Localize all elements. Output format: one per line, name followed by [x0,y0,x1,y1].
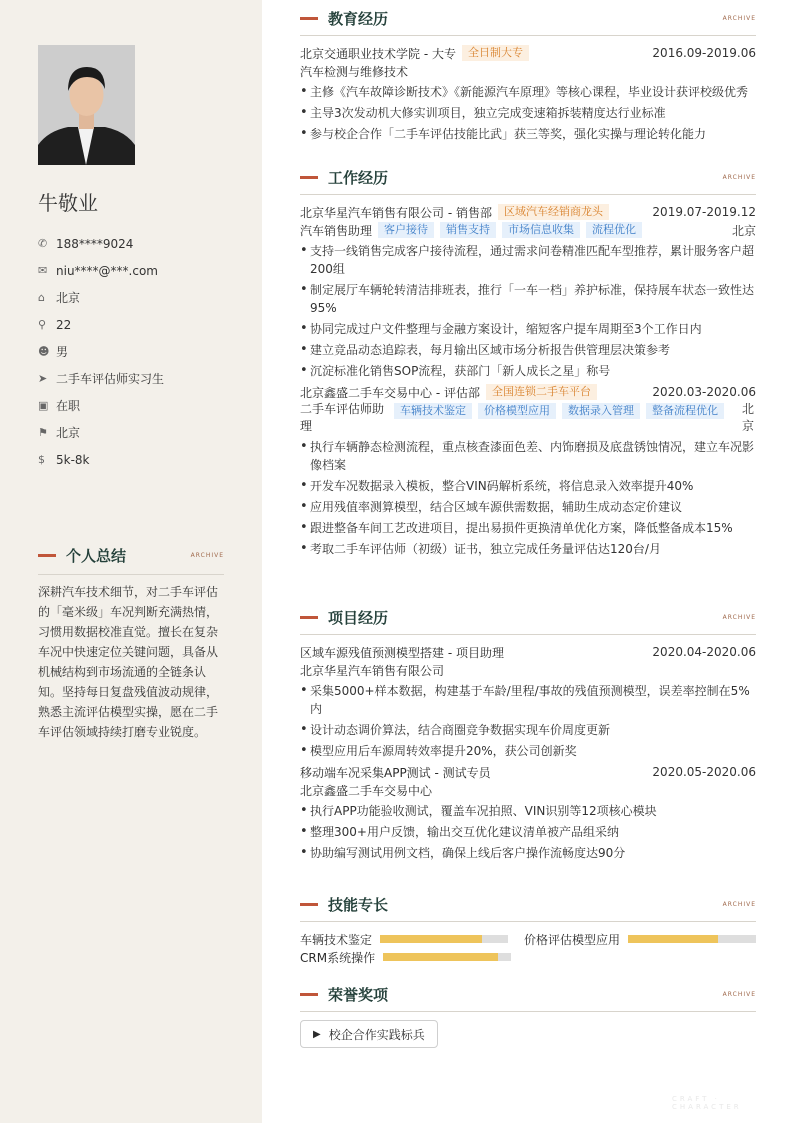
face-icon: ☻ [38,345,50,358]
degree-tag: 全日制大专 [462,45,529,61]
archive-label: ARCHIVE [722,614,756,621]
company-name: 北京鑫盛二手车交易中心 - 评估部 [300,385,480,400]
award-name: 校企合作实践标兵 [328,1027,425,1042]
skill-name: 价格评估模型应用 [524,932,621,947]
list-item: • 建立竞品动态追踪表，每月输出区域市场分析报告供管理层决策参考 [300,341,756,359]
skill-bar [380,935,508,943]
gender-text: 男 [56,345,69,359]
skill-tag: 整备流程优化 [646,403,724,419]
archive-label: ARCHIVE [722,15,756,22]
section-bar [300,993,318,996]
role-row [300,221,756,239]
skill-bar [628,935,756,943]
section-header [300,894,756,922]
projects-section [300,607,756,865]
mail-icon: ✉ [38,264,48,277]
contact-info [38,230,238,473]
bullet-list [300,438,756,558]
skill-tag: 销售支持 [440,222,496,238]
bullet-list [300,242,756,380]
role: 汽车销售助理 [300,223,373,238]
sidebar [0,0,262,1123]
section-header [300,607,756,635]
date-range: 2020.03-2020.06 [652,385,756,399]
skill-row [300,948,756,966]
play-icon: ▶ [313,1028,321,1040]
list-item: • 参与校企合作「二手车评估技能比武」获三等奖，强化实操与理论转化能力 [300,125,756,143]
watermark: CRAFT · CHARACTER [672,1095,742,1111]
skill-tag: 数据录入管理 [562,403,640,419]
skill-tags [388,403,724,419]
skill-tag: 市场信息收集 [502,222,580,238]
date-range: 2020.05-2020.06 [652,765,756,779]
info-row [38,257,238,284]
summary-text: 深耕汽车技术细节，对二手车评估的「毫米级」车况判断充满热情，习惯用数据校准直觉。擅长在复杂车况中快速定位关键问题，具备从机械结构到市场流通的全链条认知。坚持每日复盘残值波动规律，熟悉主流评估模型实操，愿在二手车评估领域持续打磨专业锐度。 [38,585,219,739]
city: 北京 [742,402,755,433]
info-row [38,230,238,257]
home-icon: ⌂ [38,291,45,304]
list-item: • 协同完成过户文件整理与金融方案设计，缩短客户提车周期至3个工作日内 [300,320,756,338]
section-title: 教育经历 [328,10,389,28]
home-text: 北京 [56,291,81,305]
bullet-list [300,83,756,143]
company-tag: 全国连锁二手车平台 [486,384,597,400]
city: 北京 [731,223,756,238]
award-chip [300,1020,438,1048]
send-icon: ➤ [38,372,48,385]
skill-tag: 流程优化 [586,222,642,238]
entry-header [300,643,756,661]
info-row [38,338,238,365]
entry-header [300,44,756,62]
list-item: • 设计动态调价算法，结合商圈竞争数据实现车价周度更新 [300,721,756,739]
info-row [38,446,238,473]
list-item: • 考取二手车评估师（初级）证书，独立完成任务量评估达120台/月 [300,540,756,558]
skill-item [300,949,511,966]
section-header [300,984,756,1012]
bullet-list [300,802,756,862]
target-job-text: 二手车评估师实习生 [56,372,165,386]
skill-item [300,931,524,948]
list-item: • 跟进整备车间工艺改进项目，提出易损件更换清单优化方案，降低整备成本15% [300,519,756,537]
archive-label: ARCHIVE [722,991,756,998]
section-bar [300,616,318,619]
date-range: 2020.04-2020.06 [652,645,756,659]
honors-section [300,984,756,1048]
skill-bar-fill [383,953,498,961]
section-header [300,8,756,36]
section-title: 项目经历 [328,609,389,627]
salary-icon: $ [38,453,45,466]
archive-label: ARCHIVE [190,552,224,559]
skill-tag: 客户接待 [378,222,434,238]
section-title: 工作经历 [328,169,389,187]
info-row [38,419,238,446]
skill-row [300,930,756,948]
phone-icon: ✆ [38,237,48,250]
summary-header [38,545,224,575]
info-row [38,311,238,338]
skill-item [524,931,756,948]
list-item: • 协助编写测试用例文档，确保上线后客户操作流畅度达90分 [300,844,756,862]
skill-bar-fill [628,935,718,943]
list-item: • 执行车辆静态检测流程，重点核查漆面色差、内饰磨损及底盘锈蚀情况，建立车况影像档案 [300,438,756,474]
skill-name: 车辆技术鉴定 [300,932,373,947]
list-item: • 沉淀标准化销售SOP流程，获部门「新人成长之星」称号 [300,362,756,380]
section-title: 荣誉奖项 [328,986,389,1004]
section-title: 个人总结 [66,547,127,565]
date-range: 2016.09-2019.06 [652,46,756,60]
list-item: • 应用残值率测算模型，结合区域车源供需数据，辅助生成动态定价建议 [300,498,756,516]
info-row [38,392,238,419]
section-bar [38,554,56,557]
skill-name: CRM系统操作 [300,950,376,965]
list-item: • 开发车况数据录入模板，整合VIN码解析系统，将信息录入效率提升40% [300,477,756,495]
entry-header [300,203,756,221]
profile-photo [38,45,135,165]
salary-text: 5k-8k [56,452,90,467]
list-item: • 整理300+用户反馈，输出交互优化建议清单被产品组采纳 [300,823,756,841]
company-name: 北京华星汽车销售有限公司 - 销售部 [300,205,492,220]
briefcase-icon: ▣ [38,399,49,412]
project-name: 区域车源残值预测模型搭建 - 项目助理 [300,645,504,660]
education-section [300,8,756,146]
skill-bar [383,953,511,961]
date-range: 2019.07-2019.12 [652,205,756,219]
list-item: • 制定展厅车辆轮转清洁排班表，推行「一车一档」养护标准，保持展车状态一致性达95% [300,281,756,317]
location-text: 北京 [56,426,81,440]
major: 汽车检测与维修技术 [300,64,409,79]
section-bar [300,17,318,20]
status-text: 在职 [56,399,81,413]
skills-section [300,894,756,966]
project-org: 北京华星汽车销售有限公司 [300,663,445,678]
age-text: 22 [56,317,72,332]
main-content [300,0,756,1123]
skill-bar-fill [380,935,482,943]
list-item: • 支持一线销售完成客户接待流程，通过需求问卷精准匹配车型推荐，累计服务客户超200组 [300,242,756,278]
project-name: 移动端车况采集APP测试 - 测试专员 [300,765,491,780]
list-item: • 采集5000+样本数据，构建基于车龄/里程/事故的残值预测模型，误差率控制在5%内 [300,682,756,718]
candidate-name: 牛敬业 [38,191,98,215]
list-item: • 执行APP功能验收测试，覆盖车况拍照、VIN识别等12项核心模块 [300,802,756,820]
skill-tag: 价格模型应用 [478,403,556,419]
info-row [38,365,238,392]
work-section [300,167,756,561]
info-row [38,284,238,311]
cake-icon: ⚲ [38,318,47,331]
archive-label: ARCHIVE [722,174,756,181]
entry-header [300,763,756,781]
bullet-list [300,682,756,760]
list-item: • 主修《汽车故障诊断技术》《新能源汽车原理》等核心课程，毕业设计获评校级优秀 [300,83,756,101]
project-org: 北京鑫盛二手车交易中心 [300,783,433,798]
company-tag: 区域汽车经销商龙头 [498,204,609,220]
email-text: niu****@***.com [56,263,158,278]
role-row [300,401,756,435]
phone-text: 188****9024 [56,236,134,251]
archive-label: ARCHIVE [722,901,756,908]
school-name: 北京交通职业技术学院 - 大专 [300,46,456,61]
section-bar [300,176,318,179]
section-header [300,167,756,195]
list-item: • 主导3次发动机大修实训项目，独立完成变速箱拆装精度达行业标准 [300,104,756,122]
skill-tag: 车辆技术鉴定 [394,403,472,419]
section-bar [300,903,318,906]
entry-header [300,383,756,401]
list-item: • 模型应用后车源周转效率提升20%，获公司创新奖 [300,742,756,760]
section-title: 技能专长 [328,896,389,914]
location-icon: ⚑ [38,426,48,439]
role: 二手车评估师助理 [300,402,385,433]
